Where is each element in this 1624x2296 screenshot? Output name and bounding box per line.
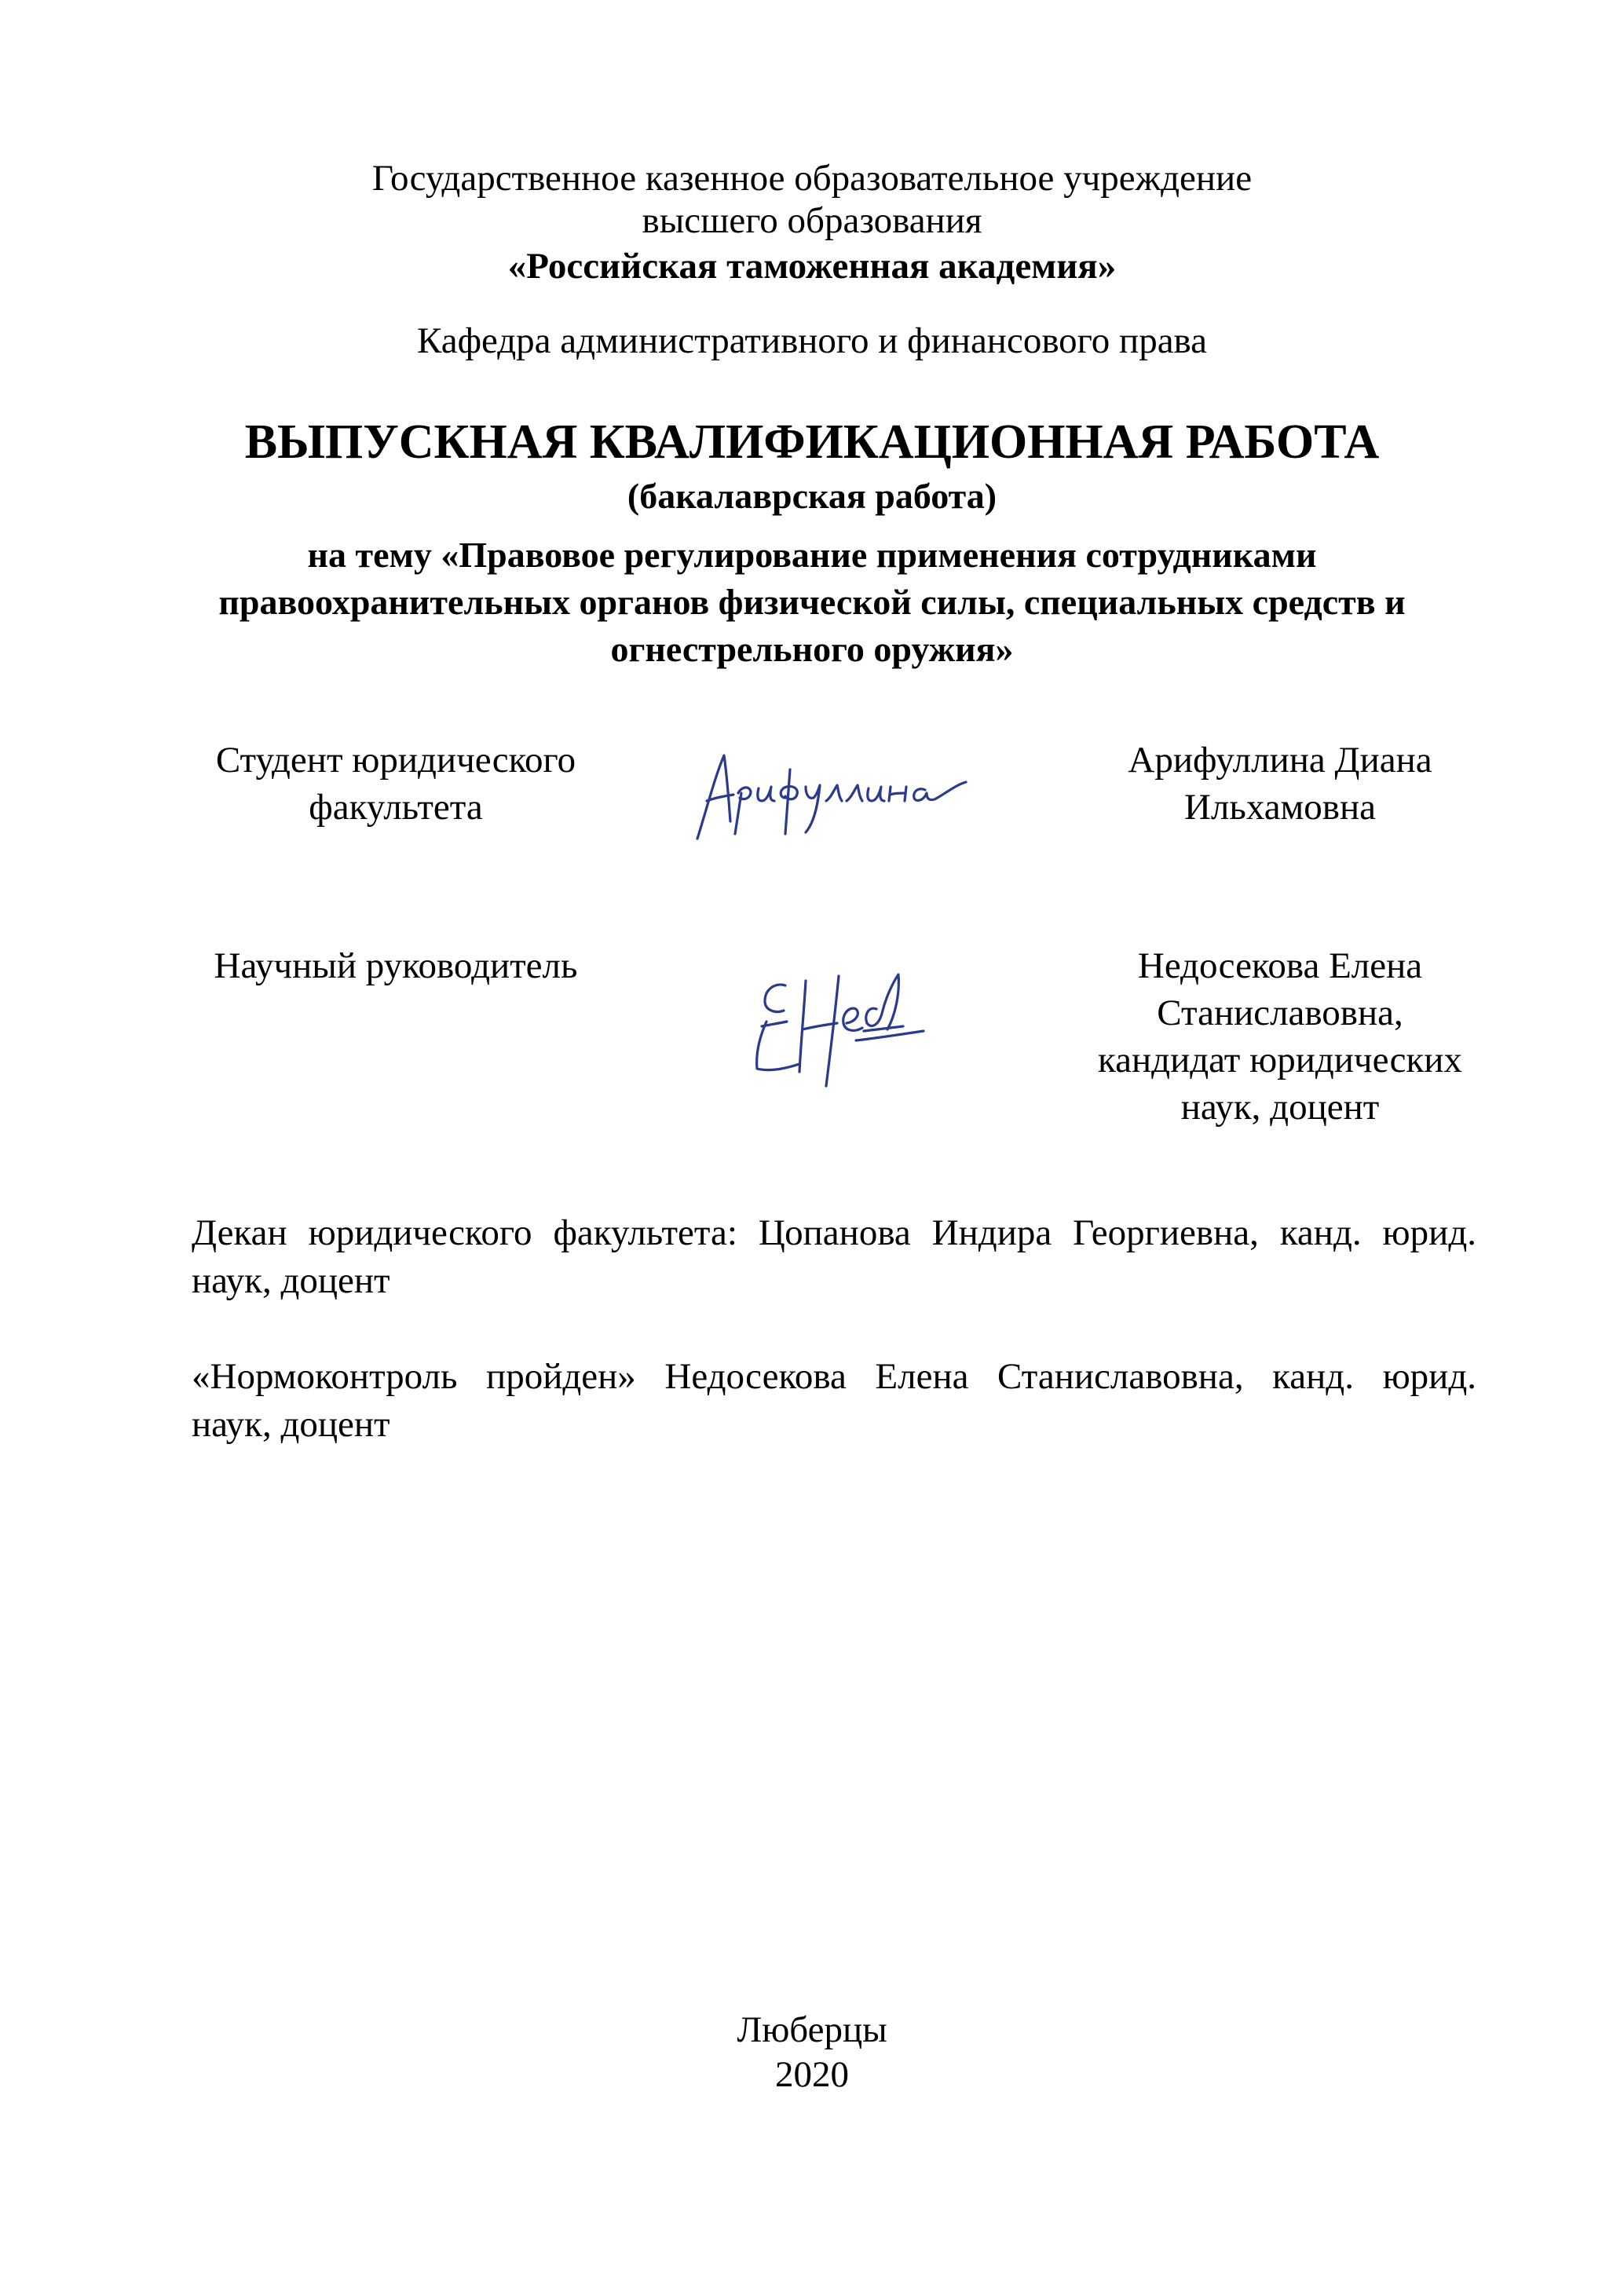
supervisor-name <box>1068 942 1492 1131</box>
student-name-line-1: Арифуллина Диана <box>1128 740 1432 781</box>
year: 2020 <box>775 2054 849 2095</box>
dean-line-2: наук, доцент <box>192 1260 390 1301</box>
supervisor-name-line-3: кандидат юридических <box>1098 1040 1462 1080</box>
academy-name: «Российская таможенная академия» <box>507 246 1117 287</box>
supervisor-role <box>192 942 600 989</box>
student-signature <box>683 746 982 848</box>
topic-line-3: огнестрельного оружия» <box>610 629 1014 669</box>
student-name-line-2: Ильхамовна <box>1183 787 1377 828</box>
student-role <box>192 737 600 831</box>
department-name: Кафедра административного и финансового права <box>416 320 1207 361</box>
topic-line-2: правоохранительных органов физической силы, специальных средств и <box>218 582 1406 622</box>
supervisor-name-line-2: Станиславовна, <box>1157 993 1403 1033</box>
supervisor-signature <box>738 954 942 1095</box>
document-title: ВЫПУСКНАЯ КВАЛИФИКАЦИОННАЯ РАБОТА <box>244 415 1380 469</box>
dean-line-1: Декан юридического факультета: Цопанова Индира Георгиевна, канд. юрид. <box>192 1212 1476 1253</box>
supervisor-role-line: Научный руководитель <box>214 945 578 986</box>
institution-line-2: высшего образования <box>642 200 982 241</box>
normcontrol-line-1: «Нормоконтроль пройден» Недосекова Елена Станиславовна, канд. юрид. <box>192 1356 1476 1397</box>
dean-paragraph <box>192 1209 1476 1305</box>
normcontrol-paragraph <box>192 1353 1476 1449</box>
student-name <box>1084 737 1476 831</box>
student-role-line-1: Студент юридического <box>215 740 576 781</box>
student-role-line-2: факультета <box>309 787 483 828</box>
topic-line-1: на тему «Правовое регулирование применения сотрудниками <box>307 535 1317 575</box>
institution-line-1: Государственное казенное образовательное учреждение <box>371 158 1253 199</box>
normcontrol-line-2: наук, доцент <box>192 1404 390 1445</box>
supervisor-name-line-1: Недосекова Елена <box>1137 945 1423 986</box>
supervisor-name-line-4: наук, доцент <box>1180 1087 1380 1128</box>
document-type: (бакалаврская работа) <box>627 476 997 516</box>
city: Люберцы <box>737 2009 887 2050</box>
